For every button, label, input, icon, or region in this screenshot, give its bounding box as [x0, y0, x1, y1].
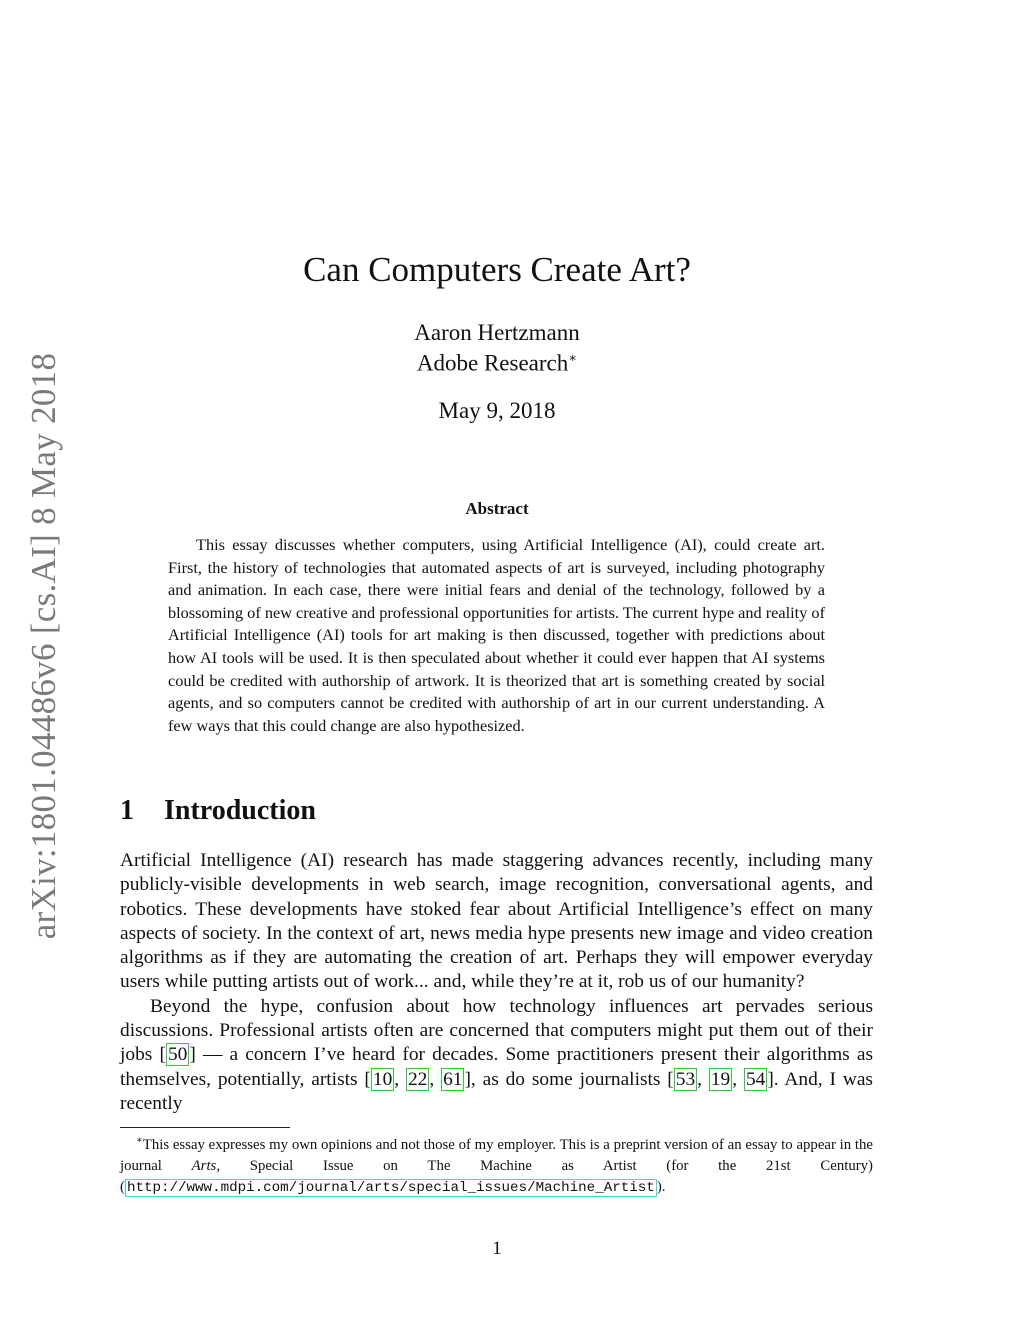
footnote-text: This essay expresses my own opinions and not those of my employer. This is a preprint version of an essay to appear in the journal: [120, 1136, 873, 1174]
author-affiliation: [0, 350, 994, 377]
author-name: Aaron Hertzmann: [414, 320, 580, 345]
paragraph-2-text: ]. And, I was recently: [120, 1068, 873, 1114]
citation-separator: ,: [429, 1068, 442, 1090]
citation-link[interactable]: 19: [710, 1068, 731, 1090]
journal-name: Arts: [191, 1157, 217, 1174]
paragraph-2-text: ] — a concern I’ve heard for decades. Some practitioners present their algorithms as themselves, potentially, artists [: [120, 1044, 874, 1090]
section-heading: [120, 795, 316, 827]
footnote-url-link[interactable]: http://www.mdpi.com/journal/arts/special_issues/Machine_Artist: [126, 1179, 655, 1196]
abstract-text: This essay discusses whether computers, using Artificial Intelligence (AI), could create art. First, the history of technologies that automated aspects of art is surveyed, including photography and animation. In each case, there were initial fears and denial of the technology, followed by a blossoming of new creative and professional opportunities for artists. The current hype and reality of Artificial Intelligence (AI) tools for art making is then discussed, together with predictions about how AI tools will be used. It is then speculated about whether it could ever happen that AI systems could be credited with authorship of artwork. It is theorized that art is something created by social agents, and so computers cannot be credited with authorship of art in our current understanding. A few ways that this could change are also hypothesized.: [168, 535, 825, 735]
paragraph-2-text: Beyond the hype, confusion about how technology influences art pervades serious discussions. Professional artists often are concerned that computers might put them out of their jobs [: [120, 995, 873, 1066]
footnote: [120, 1130, 873, 1199]
paragraph-2-text: ], as do some journalists [: [464, 1068, 674, 1090]
abstract-heading: Abstract: [465, 499, 529, 518]
citation-link[interactable]: 22: [407, 1068, 428, 1090]
footnote-divider: [120, 1127, 290, 1128]
citation-link[interactable]: 61: [443, 1068, 463, 1090]
section-title: Introduction: [164, 795, 316, 826]
paper-title: Can Computers Create Art?: [303, 250, 691, 289]
paragraph-2: [120, 995, 873, 1116]
paper-date: May 9, 2018: [438, 398, 556, 423]
affiliation-text: Adobe Research: [416, 350, 569, 376]
citation-link[interactable]: 10: [372, 1068, 393, 1090]
citation-link[interactable]: 50: [167, 1044, 188, 1066]
citation-separator: ,: [697, 1068, 709, 1090]
paragraph-1: Artificial Intelligence (AI) research has made staggering advances recently, including many publicly-visible developments in web search, image recognition, conversational agents, and robotics. These developments have stoked fear about Artificial Intelligence’s effect on many aspects of society. In the context of art, news media hype presents new image and video creation algorithms as if they are automating the creation of art. Perhaps they will empower everyday users while putting artists out of work... and, while they’re at it, rob us of our humanity?: [120, 850, 873, 993]
citation-link[interactable]: 53: [675, 1068, 696, 1090]
footnote-text: , Special Issue on The Machine as Artist (for the 21st Century) (: [120, 1157, 873, 1195]
body-text: [120, 849, 873, 1116]
affiliation-footnote-mark: ∗: [568, 350, 578, 365]
page-number: 1: [492, 1238, 502, 1259]
arxiv-stamp: arXiv:1801.04486v6 [cs.AI] 8 May 2018: [24, 352, 63, 940]
citation-link[interactable]: 54: [745, 1068, 766, 1090]
footnote-text: ).: [656, 1178, 666, 1195]
footnote-mark: ∗: [136, 1135, 143, 1146]
section-number: 1: [120, 795, 134, 826]
citation-separator: ,: [394, 1068, 406, 1090]
citation-separator: ,: [732, 1068, 744, 1090]
